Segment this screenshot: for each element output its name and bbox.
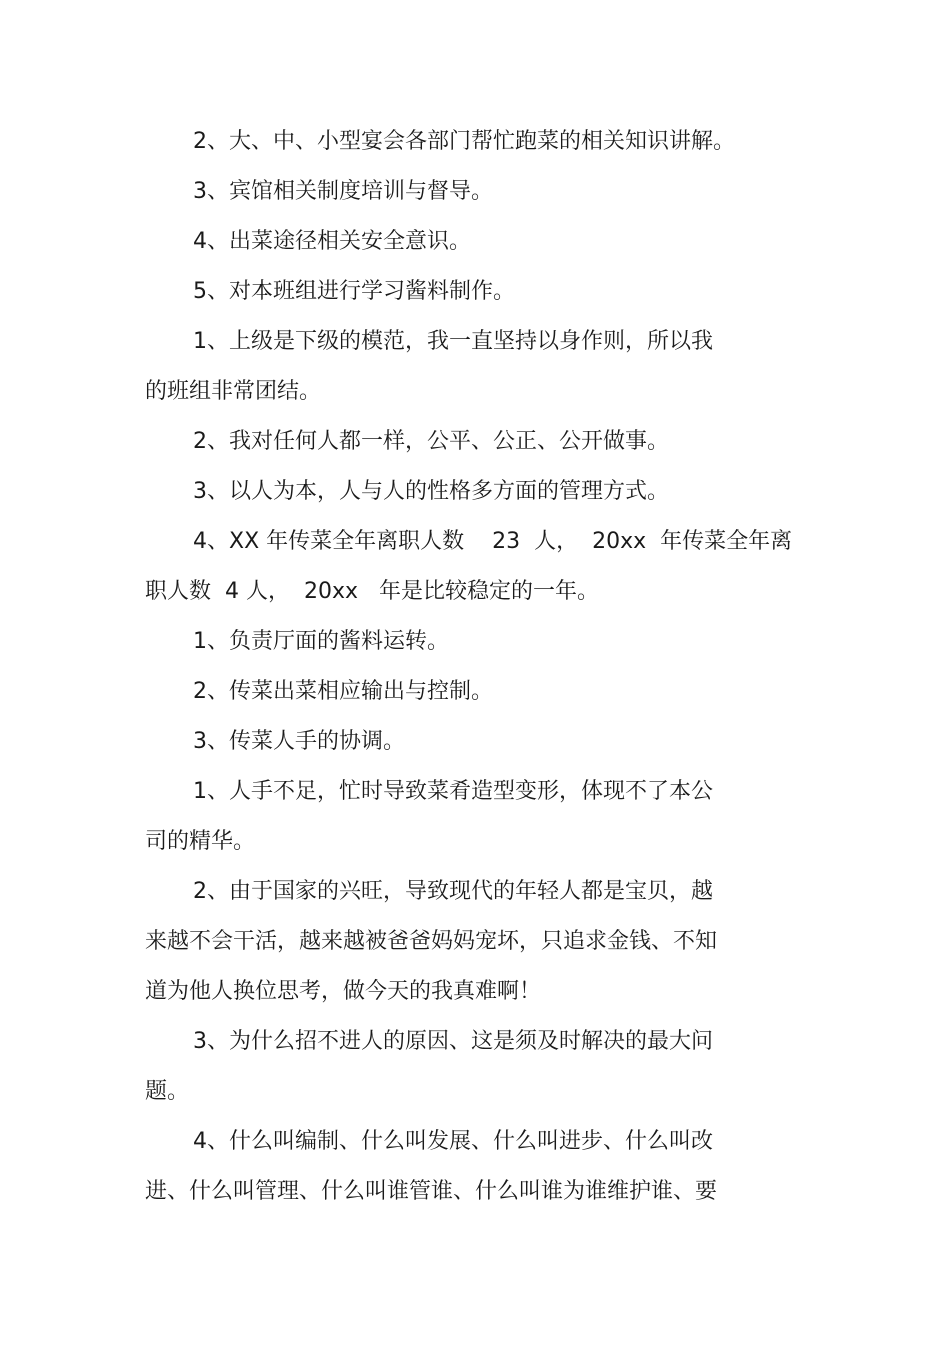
text-line-19: 3、为什么招不进人的原因、这是须及时解决的最大问 [193, 1029, 713, 1054]
text-line-21: 4、什么叫编制、什么叫发展、什么叫进步、什么叫改 [193, 1129, 713, 1154]
text-line-14: 1、人手不足，忙时导致菜肴造型变形，体现不了本公 [193, 779, 713, 804]
text-line-11: 1、负责厅面的酱料运转。 [193, 629, 449, 654]
text-line-7: 2、我对任何人都一样，公平、公正、公开做事。 [193, 429, 669, 454]
text-line-10: 职人数 4 人， 20xx 年是比较稳定的一年。 [145, 579, 599, 604]
text-line-2: 3、宾馆相关制度培训与督导。 [193, 179, 493, 204]
text-line-13: 3、传菜人手的协调。 [193, 729, 405, 754]
text-line-1: 2、大、中、小型宴会各部门帮忙跑菜的相关知识讲解。 [193, 129, 735, 154]
text-line-15: 司的精华。 [145, 829, 256, 854]
text-line-6: 的班组非常团结。 [145, 379, 322, 404]
text-line-17: 来越不会干活，越来越被爸爸妈妈宠坏，只追求金钱、不知 [145, 929, 718, 954]
text-line-5: 1、上级是下级的模范，我一直坚持以身作则，所以我 [193, 329, 713, 354]
text-line-12: 2、传菜出菜相应输出与控制。 [193, 679, 493, 704]
text-line-9: 4、XX 年传菜全年离职人数 23 人， 20xx 年传菜全年离 [193, 529, 793, 554]
text-line-4: 5、对本班组进行学习酱料制作。 [193, 279, 515, 304]
text-line-3: 4、出菜途径相关安全意识。 [193, 229, 471, 254]
text-line-18: 道为他人换位思考，做今天的我真难啊！ [145, 979, 542, 1004]
text-line-22: 进、什么叫管理、什么叫谁管谁、什么叫谁为谁维护谁、要 [145, 1179, 718, 1204]
text-line-16: 2、由于国家的兴旺，导致现代的年轻人都是宝贝，越 [193, 879, 713, 904]
text-line-8: 3、以人为本，人与人的性格多方面的管理方式。 [193, 479, 669, 504]
text-line-20: 题。 [145, 1079, 190, 1104]
